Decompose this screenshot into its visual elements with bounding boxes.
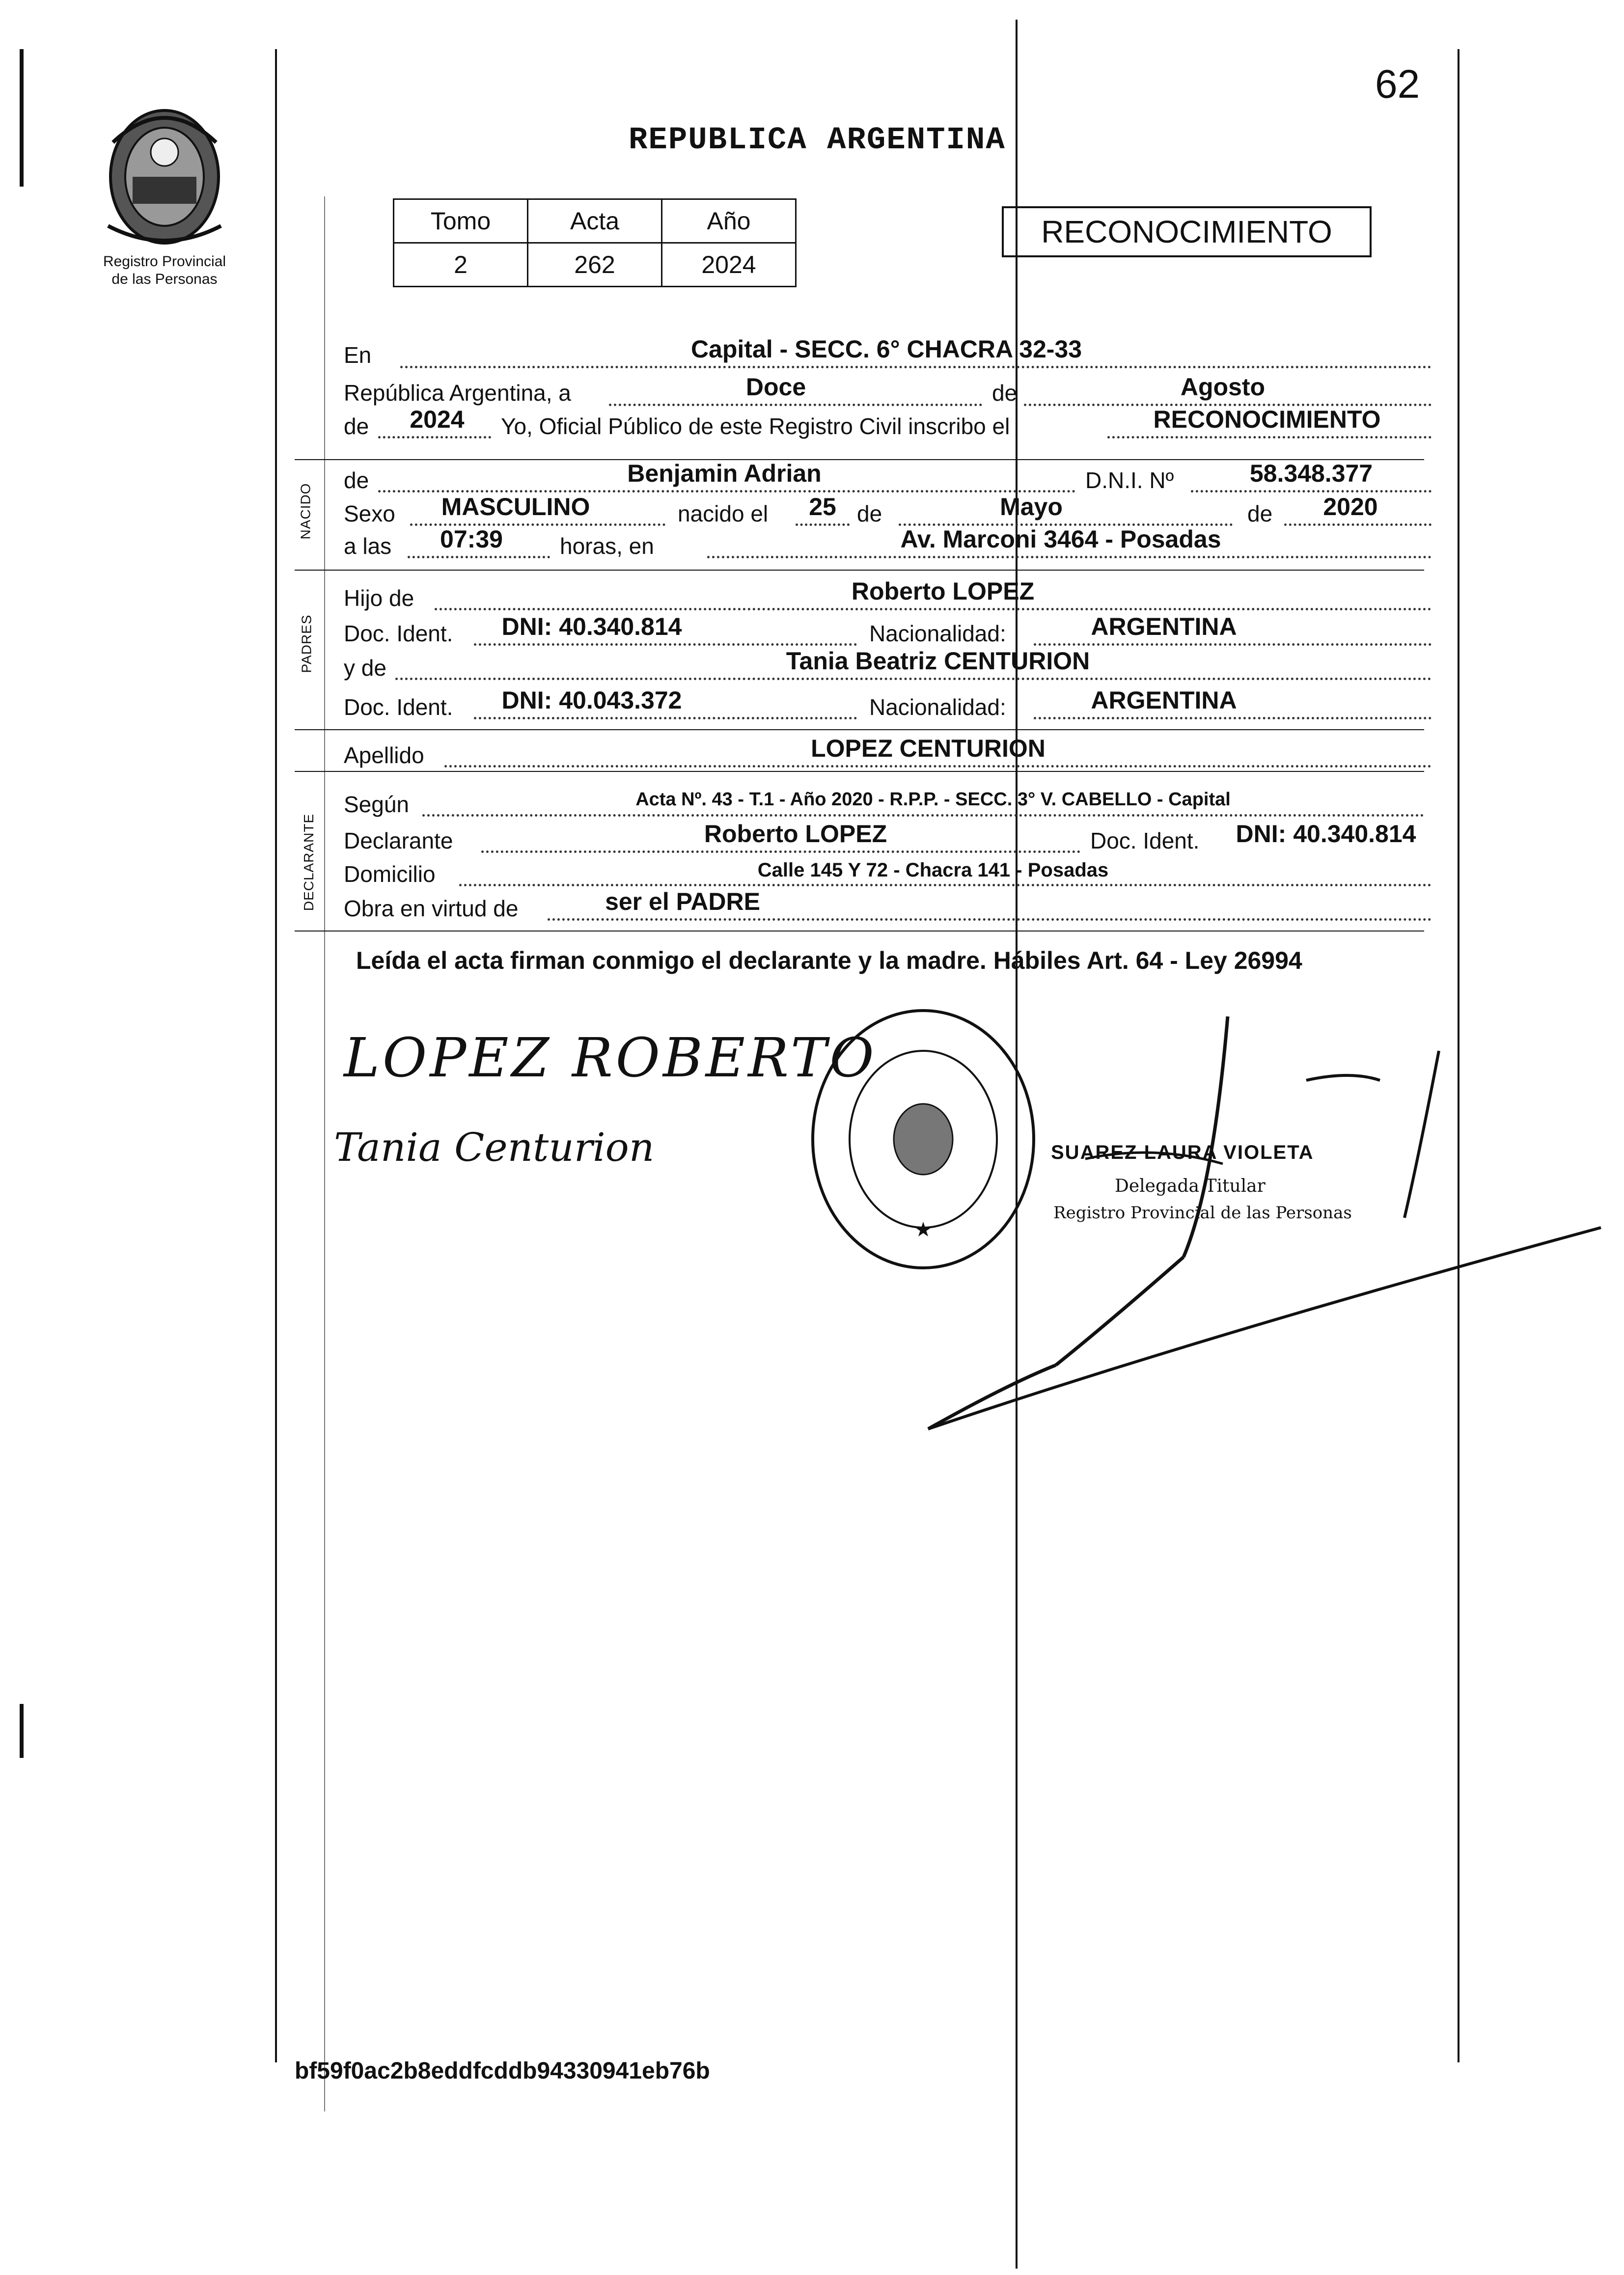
form-margin-line bbox=[324, 196, 325, 2111]
mother-doc: DNI: 40.043.372 bbox=[501, 686, 682, 714]
declarante-label: Declarante bbox=[344, 828, 453, 853]
hijo-de-label: Hijo de bbox=[344, 585, 414, 611]
official-org: Registro Provincial de las Personas bbox=[1053, 1203, 1352, 1223]
dotted-line bbox=[408, 556, 550, 558]
dotted-line bbox=[444, 765, 1431, 767]
month-value: Agosto bbox=[1180, 373, 1266, 401]
dotted-line bbox=[422, 814, 1424, 817]
dotted-line bbox=[378, 436, 491, 439]
section-divider bbox=[295, 729, 1424, 730]
dotted-line bbox=[548, 918, 1431, 921]
mother-name: Tania Beatriz CENTURION bbox=[786, 647, 1090, 675]
dotted-line bbox=[474, 643, 857, 646]
acta-header: Acta bbox=[528, 199, 662, 243]
declarant-address: Calle 145 Y 72 - Chacra 141 - Posadas bbox=[757, 859, 1109, 881]
en-label: En bbox=[344, 342, 372, 368]
surname-value: LOPEZ CENTURION bbox=[811, 735, 1046, 762]
horas-label: horas, en bbox=[560, 533, 654, 559]
left-binding-mark bbox=[20, 1704, 24, 1758]
a-las-label: a las bbox=[344, 533, 392, 559]
dotted-line bbox=[707, 556, 1431, 558]
birth-place: Av. Marconi 3464 - Posadas bbox=[900, 525, 1221, 553]
official-role: Delegada Titular bbox=[1115, 1176, 1266, 1196]
dotted-line bbox=[474, 717, 857, 719]
registry-caption: Registro Provincial de las Personas bbox=[103, 253, 226, 287]
sex-value: MASCULINO bbox=[441, 493, 590, 521]
record-type-box: RECONOCIMIENTO bbox=[1002, 206, 1372, 257]
declarant-doc: DNI: 40.340.814 bbox=[1236, 820, 1416, 848]
ano-header: Año bbox=[662, 199, 796, 243]
acta-value: 262 bbox=[528, 243, 662, 287]
birth-year: 2020 bbox=[1323, 493, 1378, 521]
birth-day: 25 bbox=[809, 493, 836, 521]
section-divider bbox=[295, 771, 1424, 772]
document-hash: bf59f0ac2b8eddfcddb94330941eb76b bbox=[295, 2058, 710, 2084]
dotted-line bbox=[378, 490, 1075, 493]
dotted-line bbox=[1034, 717, 1431, 719]
country-title: REPUBLICA ARGENTINA bbox=[629, 123, 1006, 158]
declarant-name: Roberto LOPEZ bbox=[704, 820, 887, 848]
provincial-seal-icon bbox=[83, 98, 246, 250]
section-padres: PADRES bbox=[299, 614, 314, 673]
segun-value: Acta Nº. 43 - T.1 - Año 2020 - R.P.P. - SECC. 3° V. CABELLO - Capital bbox=[635, 789, 1231, 810]
dotted-line bbox=[1107, 436, 1431, 439]
section-divider bbox=[295, 931, 1424, 932]
mother-nationality: ARGENTINA bbox=[1091, 686, 1237, 714]
dotted-line bbox=[481, 850, 1080, 853]
section-declarante: DECLARANTE bbox=[301, 813, 317, 911]
dotted-line bbox=[435, 608, 1431, 610]
page-number: 62 bbox=[1375, 62, 1420, 107]
de-year-label: de bbox=[344, 413, 369, 439]
section-divider bbox=[295, 570, 1424, 571]
child-dni: 58.348.377 bbox=[1249, 460, 1373, 487]
declarant-capacity: ser el PADRE bbox=[605, 888, 760, 915]
dotted-line bbox=[1034, 643, 1431, 646]
official-signature bbox=[908, 982, 1606, 1449]
dotted-line bbox=[1284, 523, 1431, 526]
dotted-line bbox=[1191, 490, 1431, 493]
dotted-line bbox=[459, 884, 1431, 886]
child-name: Benjamin Adrian bbox=[627, 460, 822, 487]
birth-de-label-2: de bbox=[1247, 501, 1273, 526]
y-de-label: y de bbox=[344, 655, 386, 681]
dni-label: D.N.I. Nº bbox=[1085, 467, 1174, 493]
dotted-line bbox=[609, 404, 982, 406]
place-value: Capital - SECC. 6° CHACRA 32-33 bbox=[690, 335, 1082, 363]
father-doc-label: Doc. Ident. bbox=[344, 621, 453, 646]
closing-text: Leída el acta firman conmigo el declarante y la madre. Hábiles Art. 64 - Ley 26994 bbox=[356, 947, 1302, 974]
father-signature: LOPEZ ROBERTO bbox=[344, 1026, 877, 1089]
ano-value: 2024 bbox=[662, 243, 796, 287]
section-nacido: NACIDO bbox=[298, 483, 313, 540]
left-binding-mark bbox=[20, 49, 24, 187]
birth-month: Mayo bbox=[1000, 493, 1063, 521]
sexo-label: Sexo bbox=[344, 501, 395, 526]
margin-line bbox=[275, 49, 277, 2062]
republica-label: República Argentina, a bbox=[344, 380, 571, 406]
year-value: 2024 bbox=[410, 406, 465, 433]
mother-signature: Tania Centurion bbox=[334, 1124, 655, 1170]
father-nationality-label: Nacionalidad: bbox=[869, 621, 1006, 646]
mother-nationality-label: Nacionalidad: bbox=[869, 694, 1006, 720]
registry-logo bbox=[83, 98, 246, 253]
dotted-line bbox=[400, 366, 1431, 368]
apellido-label: Apellido bbox=[344, 742, 424, 768]
nacido-el-label: nacido el bbox=[678, 501, 769, 526]
birth-time: 07:39 bbox=[440, 525, 503, 553]
act-value: RECONOCIMIENTO bbox=[1153, 406, 1381, 433]
dotted-line bbox=[796, 523, 850, 526]
father-nationality: ARGENTINA bbox=[1091, 613, 1237, 640]
nacido-de-label: de bbox=[344, 467, 369, 493]
de-label: de bbox=[992, 380, 1018, 406]
segun-label: Según bbox=[344, 792, 410, 817]
reference-table bbox=[393, 198, 797, 287]
mother-doc-label: Doc. Ident. bbox=[344, 694, 453, 720]
domicilio-label: Domicilio bbox=[344, 861, 436, 887]
birth-de-label: de bbox=[857, 501, 882, 526]
tomo-header: Tomo bbox=[394, 199, 528, 243]
day-value: Doce bbox=[745, 373, 806, 401]
father-name: Roberto LOPEZ bbox=[851, 577, 1035, 605]
father-doc: DNI: 40.340.814 bbox=[501, 613, 682, 640]
officer-text: Yo, Oficial Público de este Registro Civil inscribo el bbox=[501, 413, 1010, 439]
official-name: SUAREZ LAURA VIOLETA bbox=[1051, 1142, 1314, 1163]
dotted-line bbox=[395, 678, 1431, 680]
tomo-value: 2 bbox=[394, 243, 528, 287]
declarant-doc-label: Doc. Ident. bbox=[1090, 828, 1200, 853]
obra-label: Obra en virtud de bbox=[344, 896, 519, 921]
